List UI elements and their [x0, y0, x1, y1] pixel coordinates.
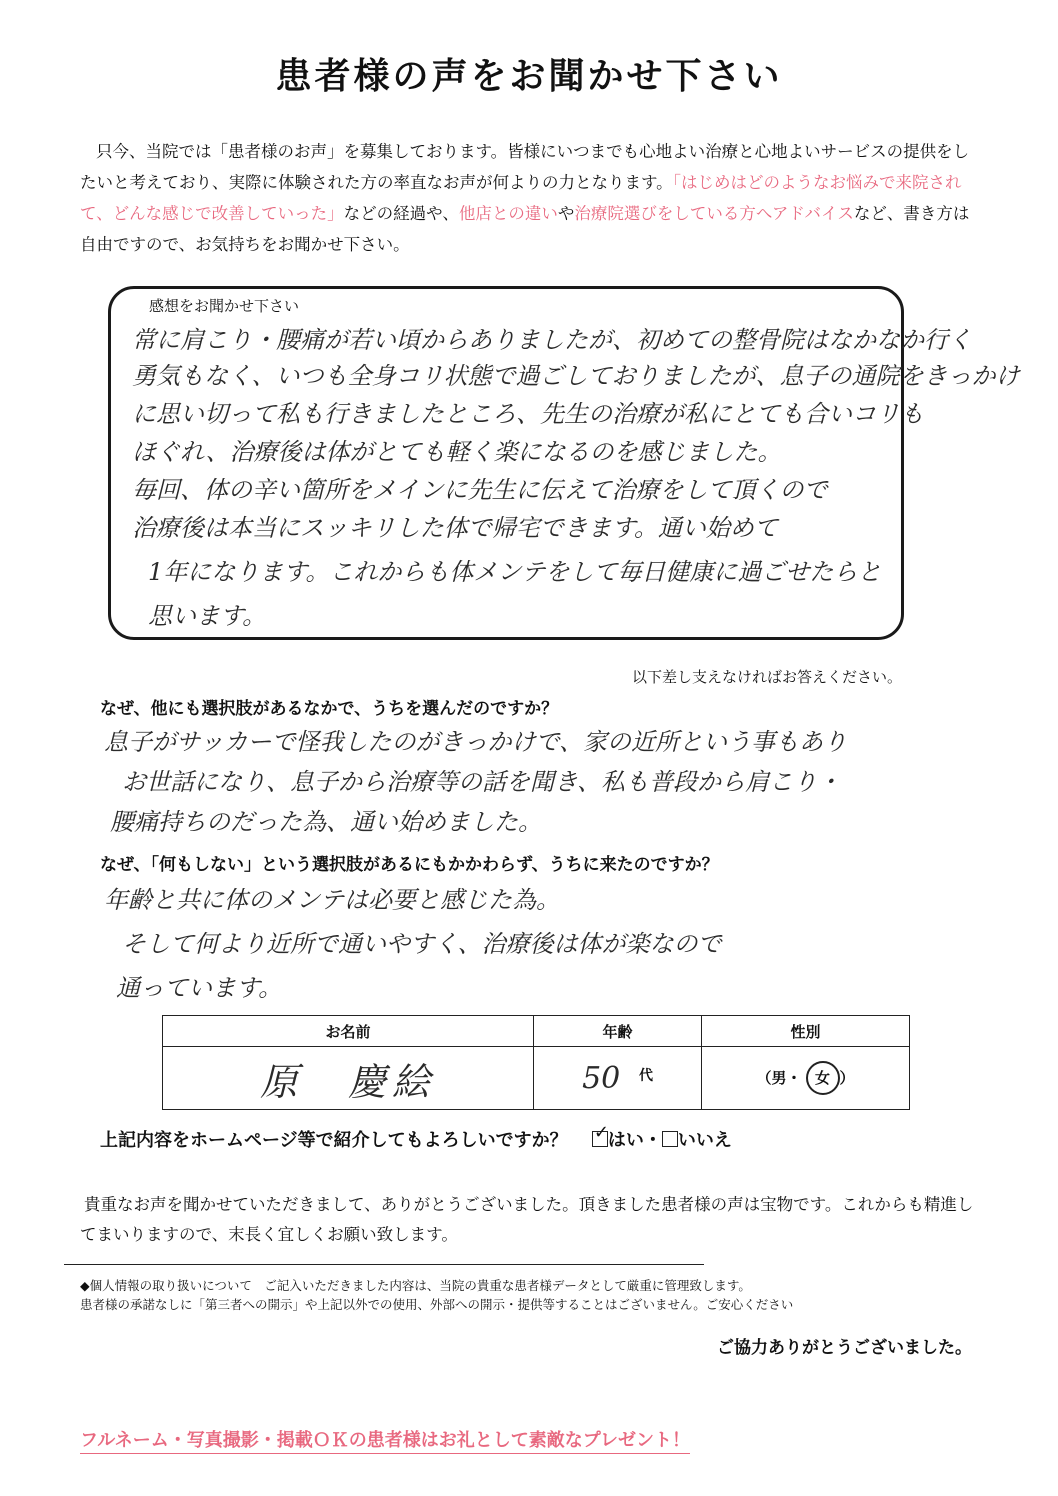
consent-question: 上記内容をホームページ等で紹介してもよろしいですか？ [100, 1130, 568, 1151]
intro-paragraph [80, 136, 985, 260]
consent-row [100, 1122, 732, 1152]
age-cell [534, 1047, 702, 1110]
answer-1-line: 息子がサッカーで怪我したのがきっかけで、家の近所という事もあり [104, 728, 848, 756]
impressions-line: 治療後は本当にスッキリした体で帰宅できます。通い始めて [132, 514, 778, 542]
age-header: 年齢 [534, 1016, 702, 1047]
impressions-line: 勇気もなく、いつも全身コリ状態で過ごしておりましたが、息子の通院をきっかけ [132, 362, 1020, 390]
answer-1-line: 腰痛持ちのだった為、通い始めました。 [110, 808, 542, 836]
consent-yes-checkbox[interactable] [592, 1122, 610, 1147]
impressions-line: 1年になります。これからも体メンテをして毎日健康に過ごせたらと [148, 558, 882, 586]
answer-2-line: 年齢と共に体のメンテは必要と感じた為。 [104, 886, 560, 914]
question-1: なぜ、他にも選択肢があるなかで、うちを選んだのですか？ [100, 699, 559, 719]
impressions-label: 感想をお聞かせ下さい [149, 297, 300, 315]
name-header: お名前 [163, 1016, 534, 1047]
intro-text-4: など、書き方は自由ですので、お気持ちをお聞かせ下さい。 [80, 204, 970, 254]
privacy-line-2: 患者様の承諾なしに「第三者への開示」や上記以外での使用、外部への開示・提供等することはございません。ご安心ください [80, 1297, 794, 1312]
impressions-line: に思い切って私も行きましたところ、先生の治療が私にとても合いコリも [132, 400, 924, 428]
impressions-line: 思います。 [148, 602, 267, 630]
gender-female-circled: 女 [806, 1061, 840, 1095]
consent-no-checkbox[interactable] [662, 1131, 678, 1147]
thanks-paragraph: 貴重なお声を聞かせていただきまして、ありがとうございました。頂きました患者様の声は宝物です。これからも精進してまいりますので、末長く宜しくお願い致します。 [80, 1195, 974, 1244]
closing-message: ご協力ありがとうございました。 [717, 1338, 972, 1358]
impressions-line: 常に肩こり・腰痛が若い頃からありましたが、初めての整骨院はなかなか行く [132, 326, 972, 354]
impressions-line: 毎回、体の辛い箇所をメインに先生に伝えて治療をして頂くので [132, 476, 828, 504]
intro-text-1: 只今、当院では「患者様のお声」を募集しております。皆様にいつまでも心地よい治療と心地よいサービスの提供をしたいと考えており、実際に体験された方の率直なお声が何よりの力となります。 [80, 142, 970, 192]
intro-text-3: や [557, 204, 575, 223]
consent-yes-label: はい・ [607, 1130, 662, 1151]
page-title: 患者様の声をお聞かせ下さい [275, 56, 783, 97]
age-value: 50 [582, 1060, 621, 1096]
gender-open: （男・ [756, 1069, 802, 1087]
gender-cell [702, 1047, 910, 1110]
age-unit: 代 [639, 1067, 654, 1084]
privacy-line-1: ◆個人情報の取り扱いについて ご記入いただきました内容は、当院の貴重な患者様データとして厳重に管理致します。 [80, 1278, 751, 1293]
intro-highlight-3: 治療院選びをしている方へアドバイス [574, 204, 854, 223]
question-2: なぜ、「何もしない」という選択肢があるにもかかわらず、うちに来たのですか？ [100, 855, 719, 875]
patient-info-table [162, 1015, 910, 1110]
divider [64, 1264, 704, 1265]
intro-highlight-1: 「はじめはどのようなお悩みで来院されて、どんな感じで改善していった」 [80, 173, 962, 223]
answer-2-line: そして何より近所で通いやすく、治療後は体が楽なので [122, 930, 722, 958]
name-value: 原 慶絵 [260, 1059, 437, 1104]
answer-1-line: お世話になり、息子から治療等の話を聞き、私も普段から肩こり・ [122, 768, 842, 796]
privacy-notice [80, 1276, 980, 1314]
optional-note: 以下差し支えなければお答えください。 [631, 668, 902, 686]
intro-text-2: などの経過や、 [343, 204, 459, 223]
answer-2-line: 通っています。 [116, 974, 283, 1002]
gender-close: ） [839, 1069, 855, 1087]
gender-header: 性別 [702, 1016, 910, 1047]
consent-no-label: いいえ [677, 1130, 732, 1151]
check-mark-icon: ✓ [593, 1122, 610, 1143]
intro-highlight-2: 他店との違い [458, 204, 558, 223]
name-cell [163, 1047, 534, 1110]
impressions-line: ほぐれ、治療後は体がとても軽く楽になるのを感じました。 [132, 438, 782, 466]
present-banner: フルネーム・写真撮影・掲載ＯＫの患者様はお礼として素敵なプレゼント！ [80, 1426, 690, 1454]
